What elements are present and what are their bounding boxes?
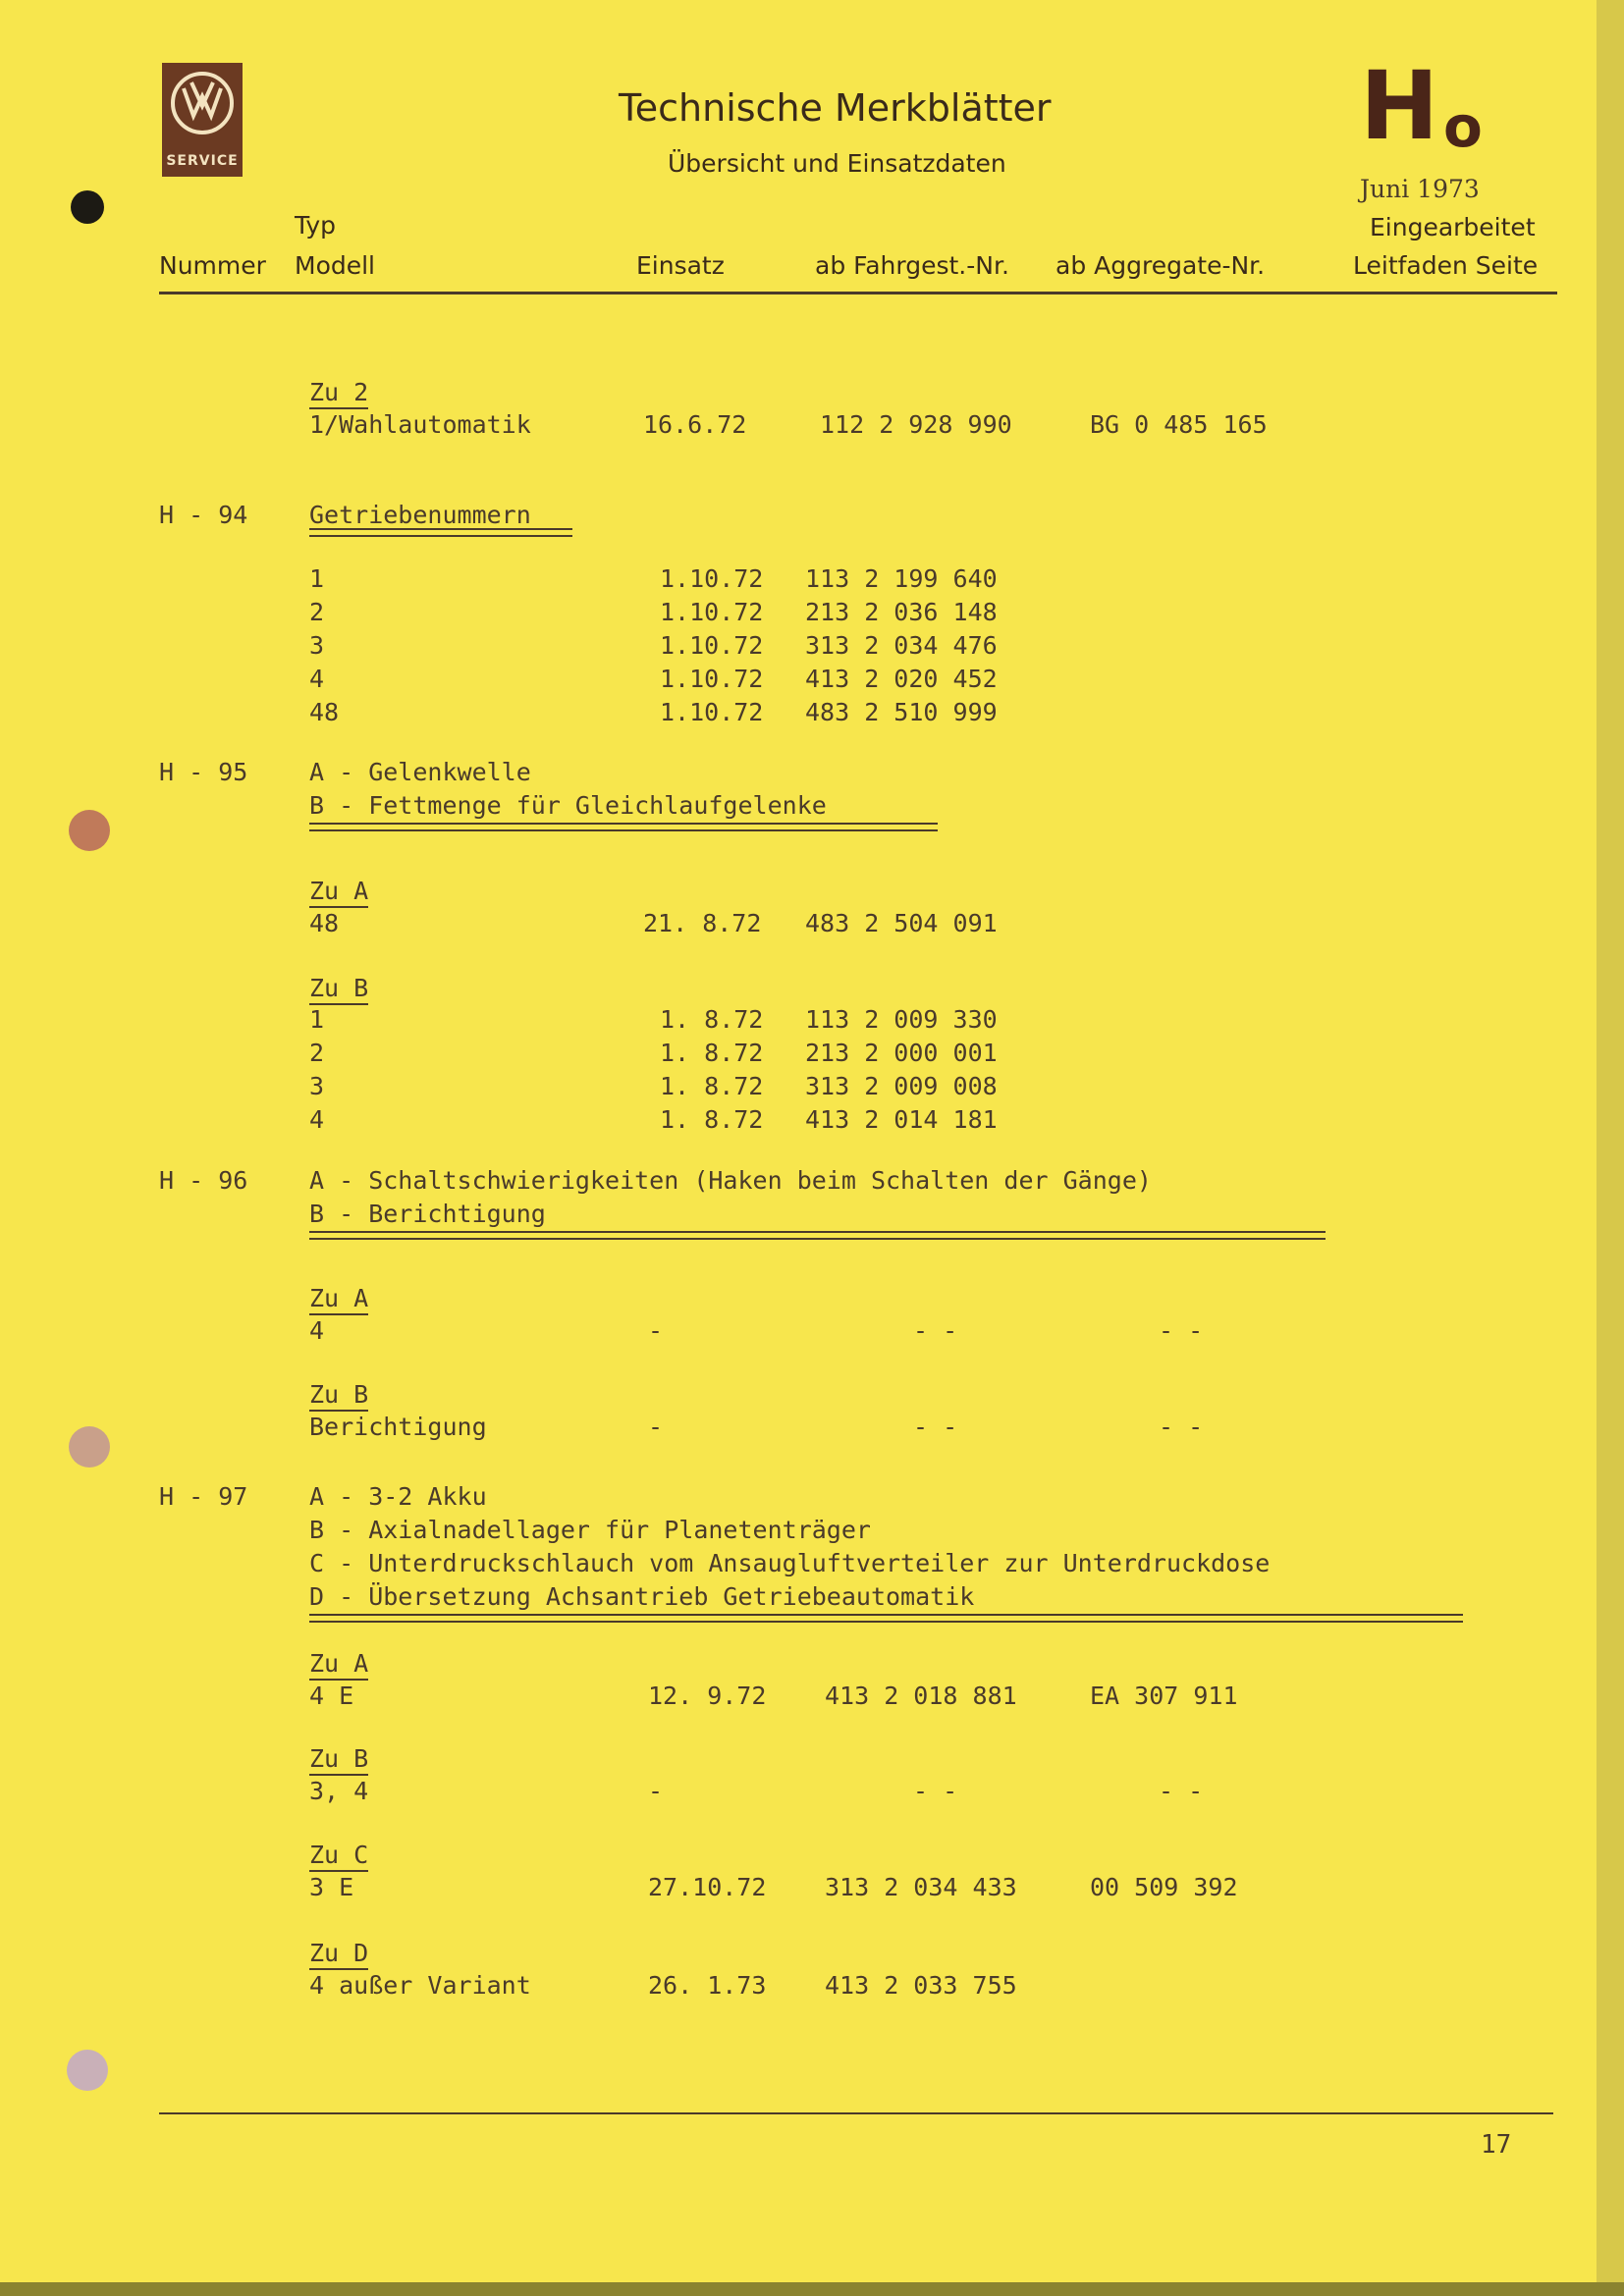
fahrgest-cell: 313 2 034 433 <box>825 1873 1017 1901</box>
zu-heading: Zu B <box>309 1380 368 1412</box>
vw-service-logo <box>162 63 243 177</box>
page-title: Technische Merkblätter <box>619 86 1052 130</box>
col-fahrgest: ab Fahrgest.-Nr. <box>815 251 1009 280</box>
punch-hole <box>69 810 110 851</box>
fahrgest-cell: 213 2 000 001 <box>805 1039 998 1067</box>
entry-title: A - 3-2 Akku <box>309 1482 487 1511</box>
aggregate-cell: EA 307 911 <box>1090 1682 1238 1710</box>
col-nummer: Nummer <box>159 251 266 280</box>
model-cell: 48 <box>309 909 340 937</box>
fahrgest-cell: 113 2 009 330 <box>805 1005 998 1034</box>
einsatz-cell: 1. 8.72 <box>660 1005 764 1034</box>
page-number: 17 <box>1481 2130 1512 2160</box>
fahrgest-cell: - - <box>913 1777 958 1805</box>
einsatz-cell: 1. 8.72 <box>660 1039 764 1067</box>
zu-heading: Zu A <box>309 1284 368 1315</box>
entry-title: Getriebenummern <box>309 501 531 529</box>
fahrgest-cell: 313 2 009 008 <box>805 1072 998 1100</box>
model-cell: 2 <box>309 598 325 626</box>
zu-heading: Zu A <box>309 1649 368 1681</box>
einsatz-cell: 27.10.72 <box>648 1873 767 1901</box>
einsatz-cell: 12. 9.72 <box>648 1682 767 1710</box>
fahrgest-cell: 483 2 504 091 <box>805 909 998 937</box>
entry-number: H - 97 <box>159 1482 248 1511</box>
col-leitfaden: Leitfaden Seite <box>1353 251 1539 280</box>
zu-heading: Zu B <box>309 1744 368 1776</box>
fahrgest-cell: - - <box>913 1413 958 1441</box>
issue-date: Juni 1973 <box>1360 175 1480 203</box>
col-modell: Modell <box>295 251 376 280</box>
fahrgest-cell: 112 2 928 990 <box>820 410 1012 439</box>
einsatz-cell: 1.10.72 <box>660 698 764 726</box>
double-underline <box>309 1231 1326 1240</box>
section-code-suffix: o <box>1443 93 1483 160</box>
fahrgest-cell: 213 2 036 148 <box>805 598 998 626</box>
model-cell: 4 <box>309 665 325 693</box>
fahrgest-cell: 313 2 034 476 <box>805 631 998 660</box>
footer-rule <box>159 2112 1553 2114</box>
entry-number: H - 94 <box>159 501 248 529</box>
page-bottom-edge <box>0 2282 1624 2296</box>
einsatz-cell: 26. 1.73 <box>648 1971 767 2000</box>
einsatz-cell: 1. 8.72 <box>660 1105 764 1134</box>
aggregate-cell: - - <box>1159 1413 1204 1441</box>
col-eingearbeitet: Eingearbeitet <box>1370 213 1536 241</box>
page-edge <box>1597 0 1624 2296</box>
entry-title: B - Berichtigung <box>309 1200 546 1228</box>
zu-heading: Zu C <box>309 1841 368 1872</box>
fahrgest-cell: 483 2 510 999 <box>805 698 998 726</box>
entry-title: A - Schaltschwierigkeiten (Haken beim Schalten der Gänge) <box>309 1166 1152 1195</box>
einsatz-cell: 1.10.72 <box>660 631 764 660</box>
model-cell: 2 <box>309 1039 325 1067</box>
fahrgest-cell: 413 2 018 881 <box>825 1682 1017 1710</box>
zu-heading: Zu D <box>309 1939 368 1970</box>
zu-heading: Zu 2 <box>309 378 368 409</box>
col-aggregate: ab Aggregate-Nr. <box>1056 251 1266 280</box>
punch-hole <box>71 190 104 224</box>
vw-logo-icon <box>168 69 237 137</box>
aggregate-cell: - - <box>1159 1316 1204 1345</box>
entry-number: H - 95 <box>159 758 248 786</box>
model-cell: 3 <box>309 1072 325 1100</box>
model-cell: Berichtigung <box>309 1413 487 1441</box>
entry-title: B - Axialnadellager für Planetenträger <box>309 1516 871 1544</box>
entry-title: C - Unterdruckschlauch vom Ansaugluftverteiler zur Unterdruckdose <box>309 1549 1271 1577</box>
logo-label: SERVICE <box>166 153 239 169</box>
fahrgest-cell: - - <box>913 1316 958 1345</box>
double-underline <box>309 1614 1463 1623</box>
einsatz-cell: - <box>648 1413 664 1441</box>
einsatz-cell: 1. 8.72 <box>660 1072 764 1100</box>
einsatz-cell: 21. 8.72 <box>643 909 762 937</box>
einsatz-cell: 1.10.72 <box>660 598 764 626</box>
model-cell: 1/Wahlautomatik <box>309 410 531 439</box>
zu-heading: Zu A <box>309 877 368 908</box>
double-underline <box>309 528 572 537</box>
aggregate-cell: - - <box>1159 1777 1204 1805</box>
entry-title: D - Übersetzung Achsantrieb Getriebeautomatik <box>309 1582 975 1611</box>
model-cell: 3, 4 <box>309 1777 369 1805</box>
entry-title: A - Gelenkwelle <box>309 758 531 786</box>
model-cell: 1 <box>309 1005 325 1034</box>
entry-title: B - Fettmenge für Gleichlaufgelenke <box>309 791 827 820</box>
fahrgest-cell: 413 2 014 181 <box>805 1105 998 1134</box>
model-cell: 4 E <box>309 1682 354 1710</box>
einsatz-cell: 1.10.72 <box>660 564 764 593</box>
aggregate-cell: BG 0 485 165 <box>1090 410 1268 439</box>
model-cell: 4 <box>309 1316 325 1345</box>
model-cell: 1 <box>309 564 325 593</box>
fahrgest-cell: 113 2 199 640 <box>805 564 998 593</box>
einsatz-cell: - <box>648 1777 664 1805</box>
page-subtitle: Übersicht und Einsatzdaten <box>668 149 1006 178</box>
double-underline <box>309 823 938 831</box>
einsatz-cell: 1.10.72 <box>660 665 764 693</box>
model-cell: 3 E <box>309 1873 354 1901</box>
header-rule <box>159 292 1557 294</box>
einsatz-cell: - <box>648 1316 664 1345</box>
model-cell: 48 <box>309 698 340 726</box>
col-typ: Typ <box>295 211 337 240</box>
einsatz-cell: 16.6.72 <box>643 410 747 439</box>
zu-heading: Zu B <box>309 974 368 1005</box>
punch-hole <box>69 1426 110 1468</box>
entry-number: H - 96 <box>159 1166 248 1195</box>
punch-hole <box>67 2050 108 2091</box>
model-cell: 3 <box>309 631 325 660</box>
aggregate-cell: 00 509 392 <box>1090 1873 1238 1901</box>
fahrgest-cell: 413 2 033 755 <box>825 1971 1017 2000</box>
col-einsatz: Einsatz <box>636 251 725 280</box>
fahrgest-cell: 413 2 020 452 <box>805 665 998 693</box>
model-cell: 4 <box>309 1105 325 1134</box>
section-code-letter: H <box>1360 51 1439 161</box>
model-cell: 4 außer Variant <box>309 1971 531 2000</box>
